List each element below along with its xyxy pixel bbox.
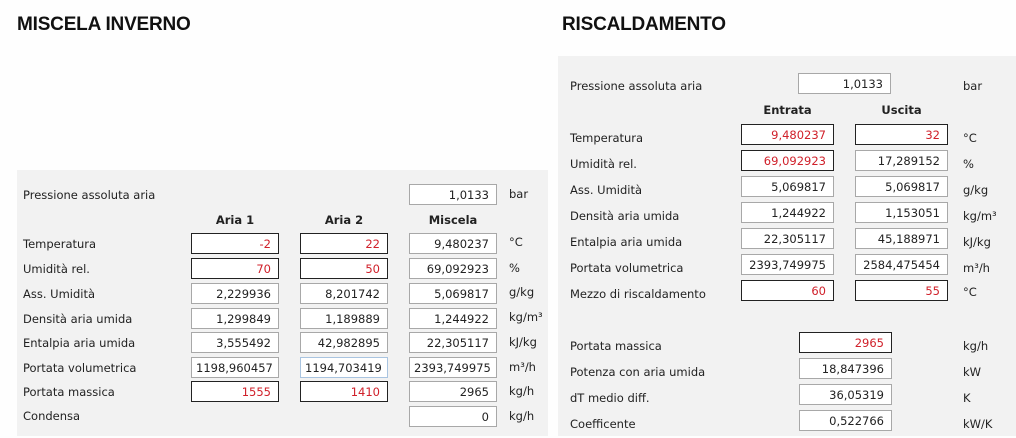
unit-condensa: kg/h [509, 409, 535, 423]
risc-label-dt-medio: dT medio diff. [570, 391, 650, 405]
row-label-portata-volumetrica: Portata volumetrica [23, 361, 137, 375]
miscela-ass-umidita-field[interactable]: 5,069817 [409, 283, 497, 304]
row-label-portata-massica: Portata massica [23, 385, 115, 399]
aria1-temperatura-input[interactable]: -2 [191, 233, 279, 254]
risc-dt-medio-field[interactable]: 36,05319 [799, 384, 892, 405]
miscela-condensa-field[interactable]: 0 [409, 406, 497, 427]
uscita-ass-umidita-field[interactable]: 5,069817 [855, 176, 948, 197]
risc-label-mezzo: Mezzo di riscaldamento [570, 287, 706, 301]
risc-label-potenza: Potenza con aria umida [570, 365, 706, 379]
entrata-portata-volumetrica-field[interactable]: 2393,749975 [741, 254, 834, 275]
row-label-ass-umidita: Ass. Umidità [23, 287, 96, 301]
risc-unit-portata-volumetrica: m³/h [963, 261, 990, 275]
uscita-densita-field[interactable]: 1,153051 [855, 202, 948, 223]
risc-label-entalpia: Entalpia aria umida [570, 235, 683, 249]
aria2-umidita-rel-input[interactable]: 50 [300, 258, 388, 279]
aria1-ass-umidita-field[interactable]: 2,229936 [191, 283, 279, 304]
unit-entalpia: kJ/kg [509, 335, 537, 349]
unit-portata-massica: kg/h [509, 384, 535, 398]
risc-label-portata-massica: Portata massica [570, 339, 662, 353]
aria2-portata-volumetrica-field[interactable]: 1194,703419 [300, 357, 388, 378]
aria1-densita-field[interactable]: 1,299849 [191, 308, 279, 329]
risc-unit-dt-medio: K [963, 391, 971, 405]
aria2-entalpia-field[interactable]: 42,982895 [300, 332, 388, 353]
risc-pressure-label: Pressione assoluta aria [570, 79, 703, 93]
aria2-ass-umidita-field[interactable]: 8,201742 [300, 283, 388, 304]
unit-portata-volumetrica: m³/h [509, 360, 536, 374]
row-label-densita: Densità aria umida [23, 312, 133, 326]
risc-unit-portata-massica: kg/h [963, 339, 989, 353]
uscita-mezzo-input[interactable]: 55 [855, 280, 948, 301]
risc-label-coefficente: Coefficente [570, 417, 636, 431]
uscita-portata-volumetrica-field[interactable]: 2584,475454 [855, 254, 948, 275]
entrata-mezzo-input[interactable]: 60 [741, 280, 834, 301]
risc-label-temperatura: Temperatura [570, 131, 644, 145]
uscita-umidita-rel-field[interactable]: 17,289152 [855, 150, 948, 171]
aria1-entalpia-field[interactable]: 3,555492 [191, 332, 279, 353]
col-header-aria1: Aria 1 [215, 213, 255, 227]
risc-unit-coefficente: kW/K [963, 417, 993, 431]
risc-pressure-field[interactable]: 1,0133 [798, 73, 891, 94]
miscela-densita-field[interactable]: 1,244922 [409, 308, 497, 329]
aria1-portata-volumetrica-field[interactable]: 1198,960457 [191, 357, 279, 378]
risc-unit-entalpia: kJ/kg [963, 235, 991, 249]
col-header-uscita: Uscita [881, 103, 922, 117]
aria2-temperatura-input[interactable]: 22 [300, 233, 388, 254]
entrata-temperatura-input[interactable]: 9,480237 [741, 124, 834, 145]
row-label-temperatura: Temperatura [23, 237, 97, 251]
entrata-ass-umidita-field[interactable]: 5,069817 [741, 176, 834, 197]
row-label-condensa: Condensa [23, 409, 81, 423]
col-header-entrata: Entrata [763, 103, 812, 117]
risc-potenza-field[interactable]: 18,847396 [799, 358, 892, 379]
risc-unit-umidita-rel: % [963, 157, 974, 171]
aria2-densita-field[interactable]: 1,189889 [300, 308, 388, 329]
uscita-temperatura-input[interactable]: 32 [855, 124, 948, 145]
entrata-densita-field[interactable]: 1,244922 [741, 202, 834, 223]
col-header-aria2: Aria 2 [324, 213, 364, 227]
miscela-portata-massica-field[interactable]: 2965 [409, 381, 497, 402]
risc-unit-potenza: kW [963, 365, 982, 379]
unit-temperatura: °C [509, 235, 523, 249]
miscela-entalpia-field[interactable]: 22,305117 [409, 332, 497, 353]
risc-label-umidita-rel: Umidità rel. [570, 157, 637, 171]
uscita-entalpia-field[interactable]: 45,188971 [855, 228, 948, 249]
risc-unit-temperatura: °C [963, 131, 977, 145]
risc-unit-mezzo: °C [963, 285, 977, 299]
miscela-portata-volumetrica-field[interactable]: 2393,749975 [409, 357, 497, 378]
entrata-umidita-rel-input[interactable]: 69,092923 [741, 150, 834, 171]
miscela-pressure-unit: bar [509, 187, 529, 201]
aria2-portata-massica-input[interactable]: 1410 [300, 381, 388, 402]
unit-ass-umidita: g/kg [509, 285, 535, 299]
risc-unit-densita: kg/m³ [963, 209, 997, 223]
aria1-portata-massica-input[interactable]: 1555 [191, 381, 279, 402]
riscaldamento-title: RISCALDAMENTO [562, 14, 726, 35]
unit-densita: kg/m³ [509, 310, 543, 324]
risc-label-portata-volumetrica: Portata volumetrica [570, 261, 684, 275]
miscela-temperatura-field[interactable]: 9,480237 [409, 233, 497, 254]
miscela-pressure-label: Pressione assoluta aria [23, 188, 156, 202]
risc-label-ass-umidita: Ass. Umidità [570, 183, 643, 197]
risc-pressure-unit: bar [963, 79, 983, 93]
risc-unit-ass-umidita: g/kg [963, 183, 989, 197]
entrata-entalpia-field[interactable]: 22,305117 [741, 228, 834, 249]
miscela-title: MISCELA INVERNO [17, 14, 191, 35]
risc-label-densita: Densità aria umida [570, 209, 680, 223]
risc-portata-massica-input[interactable]: 2965 [799, 332, 892, 353]
miscela-umidita-rel-field[interactable]: 69,092923 [409, 258, 497, 279]
col-header-miscela: Miscela [428, 213, 478, 227]
aria1-umidita-rel-input[interactable]: 70 [191, 258, 279, 279]
risc-coefficente-field[interactable]: 0,522766 [799, 410, 892, 431]
row-label-entalpia: Entalpia aria umida [23, 336, 136, 350]
miscela-pressure-field[interactable]: 1,0133 [409, 184, 497, 205]
unit-umidita-rel: % [509, 261, 520, 275]
row-label-umidita-rel: Umidità rel. [23, 262, 90, 276]
